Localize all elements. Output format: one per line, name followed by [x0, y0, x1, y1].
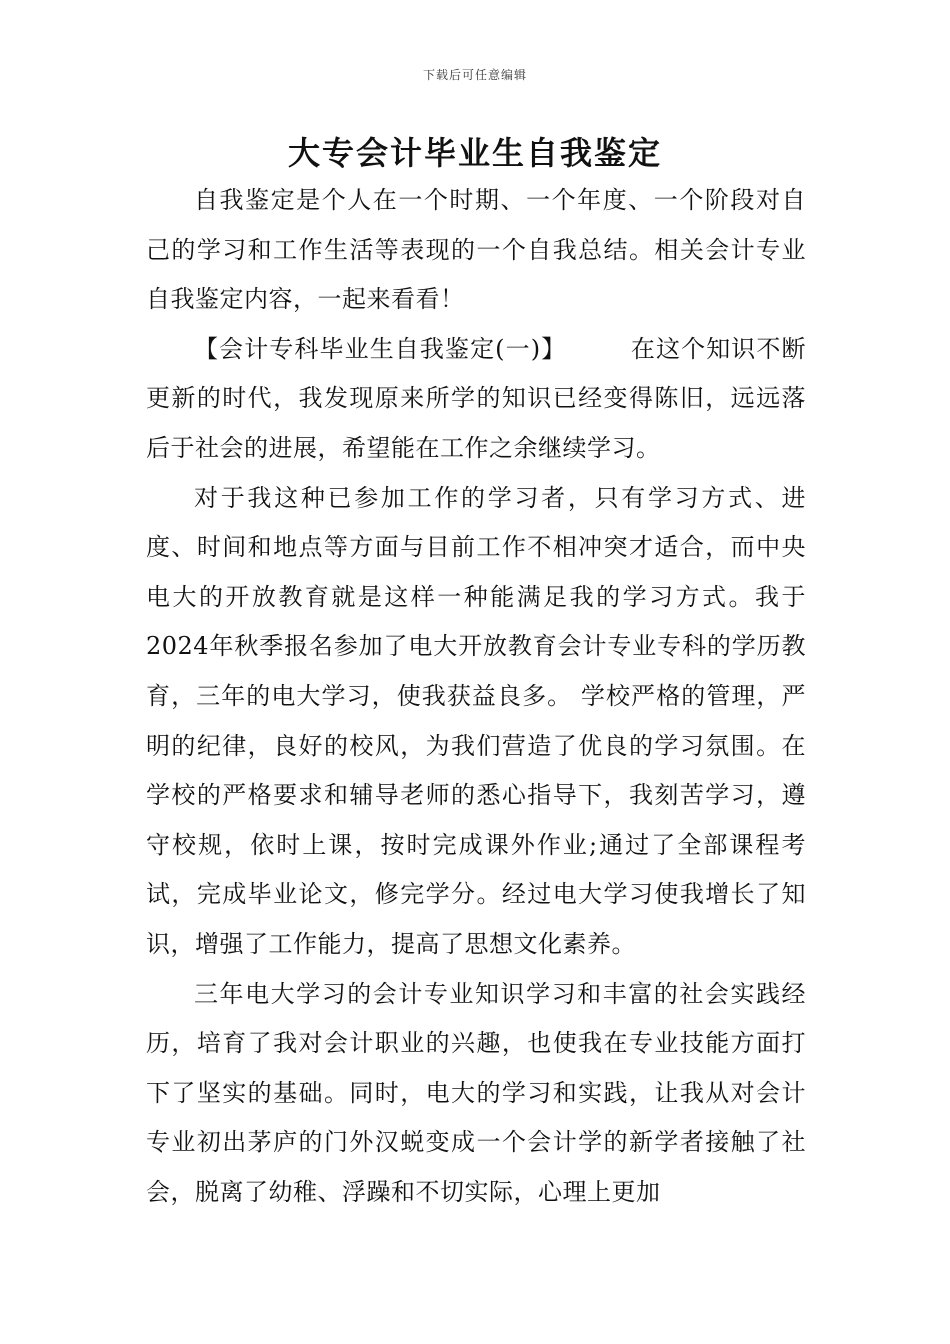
document-body — [146, 176, 806, 1217]
body-paragraph-3: 三年电大学习的会计专业知识学习和丰富的社会实践经历，培育了我对会计职业的兴趣，也使我在专业技能方面打下了坚实的基础。同时，电大的学习和实践，让我从对会计专业初出茅庐的门外汉蜕变成一个会计学的新学者接触了社会，脱离了幼稚、浮躁和不切实际，心理上更加 — [146, 979, 806, 1206]
section-heading: 【会计专科毕业生自我鉴定(一)】 — [194, 334, 567, 363]
document-title: 大专会计毕业生自我鉴定 — [287, 134, 662, 172]
header-note: 下载后可任意编辑 — [422, 68, 527, 82]
intro-paragraph: 自我鉴定是个人在一个时期、一个年度、一个阶段对自己的学习和工作生活等表现的一个自我总结。相关会计专业自我鉴定内容，一起来看看！ — [146, 186, 806, 314]
body-paragraph-2: 对于我这种已参加工作的学习者，只有学习方式、进度、时间和地点等方面与目前工作不相冲突才适合，而中央电大的开放教育就是这样一种能满足我的学习方式。我于2024年秋季报名参加了电大开放教育会计专业专科的学历教育，三年的电大学习，使我获益良多。 学校严格的管理，严明的纪律，良好的校风，为我们营造了优良的学习氛围。在学校的严格要求和辅导老师的悉心指导下，我刻苦学习，遵守校规，依时上课，按时完成课外作业;通过了全部课程考试，完成毕业论文，修完学分。经过电大学习使我增长了知识，增强了工作能力，提高了思想文化素养。 — [146, 483, 806, 958]
section-paragraph — [146, 325, 806, 474]
section-first-text: 在这个知识不断更新的时代，我发现原来所学的知识已经变得陈旧，远远落后于社会的进展，希望能在工作之余继续学习。 — [146, 334, 807, 462]
